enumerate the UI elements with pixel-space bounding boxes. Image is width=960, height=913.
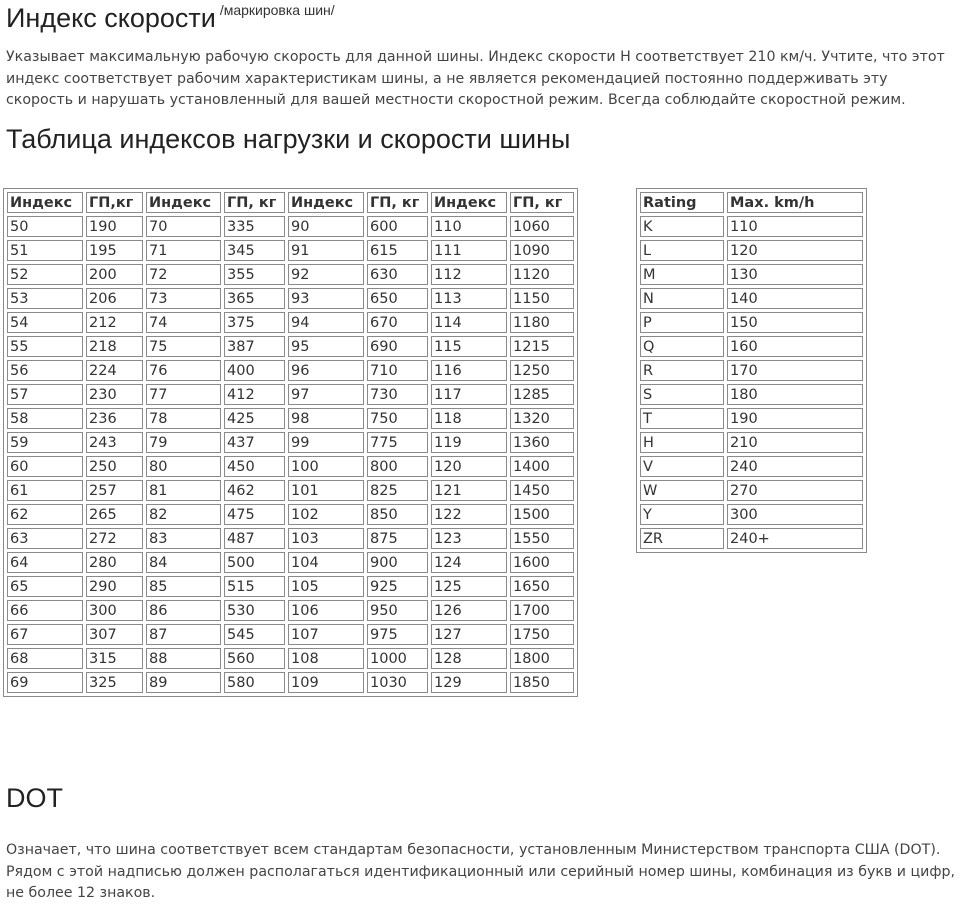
table-row bbox=[7, 504, 574, 525]
load-table-cell: 83 bbox=[146, 528, 221, 549]
load-table-cell: 120 bbox=[431, 456, 507, 477]
speed-table-cell: S bbox=[640, 384, 724, 405]
load-table-cell: 124 bbox=[431, 552, 507, 573]
load-table-cell: 212 bbox=[86, 312, 143, 333]
table-row bbox=[640, 456, 863, 477]
load-table-header-cell: Индекс bbox=[431, 192, 507, 213]
load-table-cell: 290 bbox=[86, 576, 143, 597]
load-table-cell: 55 bbox=[7, 336, 83, 357]
load-index-table bbox=[3, 188, 578, 697]
speed-table-cell: K bbox=[640, 216, 724, 237]
load-table-cell: 90 bbox=[288, 216, 364, 237]
load-table-cell: 387 bbox=[224, 336, 285, 357]
load-table-cell: 1150 bbox=[510, 288, 574, 309]
load-table-cell: 85 bbox=[146, 576, 221, 597]
load-table-header-cell: ГП,кг bbox=[86, 192, 143, 213]
load-table-cell: 1600 bbox=[510, 552, 574, 573]
speed-table-cell: W bbox=[640, 480, 724, 501]
table-row bbox=[640, 360, 863, 381]
load-table-cell: 224 bbox=[86, 360, 143, 381]
load-table-cell: 97 bbox=[288, 384, 364, 405]
load-table-cell: 230 bbox=[86, 384, 143, 405]
load-table-cell: 89 bbox=[146, 672, 221, 693]
table-row bbox=[640, 504, 863, 525]
load-table-cell: 335 bbox=[224, 216, 285, 237]
load-table-cell: 73 bbox=[146, 288, 221, 309]
load-table-cell: 104 bbox=[288, 552, 364, 573]
load-table-cell: 190 bbox=[86, 216, 143, 237]
load-table-cell: 107 bbox=[288, 624, 364, 645]
load-table-cell: 236 bbox=[86, 408, 143, 429]
load-table-cell: 250 bbox=[86, 456, 143, 477]
speed-table-cell: 120 bbox=[727, 240, 863, 261]
load-table-cell: 60 bbox=[7, 456, 83, 477]
load-table-cell: 127 bbox=[431, 624, 507, 645]
load-table-cell: 1400 bbox=[510, 456, 574, 477]
load-table-header-cell: Индекс bbox=[146, 192, 221, 213]
load-table-header-cell: ГП, кг bbox=[224, 192, 285, 213]
table-row bbox=[7, 240, 574, 261]
speed-table-cell: 270 bbox=[727, 480, 863, 501]
load-table-cell: 64 bbox=[7, 552, 83, 573]
load-table-cell: 77 bbox=[146, 384, 221, 405]
table-row bbox=[7, 312, 574, 333]
load-table-cell: 325 bbox=[86, 672, 143, 693]
load-table-cell: 129 bbox=[431, 672, 507, 693]
load-table-cell: 65 bbox=[7, 576, 83, 597]
load-table-cell: 475 bbox=[224, 504, 285, 525]
speed-table-cell: Y bbox=[640, 504, 724, 525]
load-table-cell: 1500 bbox=[510, 504, 574, 525]
table-row bbox=[7, 624, 574, 645]
load-table-cell: 71 bbox=[146, 240, 221, 261]
load-table-cell: 109 bbox=[288, 672, 364, 693]
load-table-cell: 86 bbox=[146, 600, 221, 621]
load-table-cell: 72 bbox=[146, 264, 221, 285]
speed-table-cell: H bbox=[640, 432, 724, 453]
dot-description: Означает, что шина соответствует всем стандартам безопасности, установленным Министерством транспорта США (DOT). Рядом с этой надписью должен располагаться идентификационный или серийный номер шины, комбинация из букв и цифр, не более 12 знаков. bbox=[6, 842, 956, 901]
load-table-cell: 99 bbox=[288, 432, 364, 453]
speed-index-description: Указывает максимальную рабочую скорость для данной шины. Индекс скорости H соответствует 210 км/ч. Учтите, что этот индекс соответствует рабочим характеристикам шины, а не является рекомендацией постоянно поддерживать эту скорость и нарушать установленный для вашей местности скоростной режим. Всегда соблюдайте скоростной режим. bbox=[6, 49, 945, 108]
load-table-cell: 950 bbox=[367, 600, 428, 621]
load-table-cell: 545 bbox=[224, 624, 285, 645]
table-row bbox=[640, 216, 863, 237]
load-table-cell: 112 bbox=[431, 264, 507, 285]
table-row bbox=[7, 264, 574, 285]
speed-rating-table bbox=[636, 188, 867, 553]
load-table-cell: 100 bbox=[288, 456, 364, 477]
load-table-cell: 580 bbox=[224, 672, 285, 693]
table-row bbox=[7, 432, 574, 453]
load-table-cell: 218 bbox=[86, 336, 143, 357]
load-table-cell: 53 bbox=[7, 288, 83, 309]
load-table-cell: 76 bbox=[146, 360, 221, 381]
load-table-cell: 96 bbox=[288, 360, 364, 381]
load-table-cell: 690 bbox=[367, 336, 428, 357]
speed-table-cell: P bbox=[640, 312, 724, 333]
load-table-cell: 1180 bbox=[510, 312, 574, 333]
load-table-cell: 63 bbox=[7, 528, 83, 549]
load-table-cell: 118 bbox=[431, 408, 507, 429]
load-table-cell: 560 bbox=[224, 648, 285, 669]
table-row bbox=[640, 264, 863, 285]
load-table-cell: 243 bbox=[86, 432, 143, 453]
load-table-cell: 54 bbox=[7, 312, 83, 333]
load-table-cell: 98 bbox=[288, 408, 364, 429]
speed-index-heading bbox=[6, 2, 335, 34]
load-table-cell: 450 bbox=[224, 456, 285, 477]
load-table-cell: 110 bbox=[431, 216, 507, 237]
load-table-cell: 487 bbox=[224, 528, 285, 549]
load-table-cell: 800 bbox=[367, 456, 428, 477]
speed-table-cell: ZR bbox=[640, 528, 724, 549]
load-table-cell: 125 bbox=[431, 576, 507, 597]
load-table-cell: 272 bbox=[86, 528, 143, 549]
load-table-header-cell: ГП, кг bbox=[510, 192, 574, 213]
load-table-cell: 975 bbox=[367, 624, 428, 645]
load-table-cell: 128 bbox=[431, 648, 507, 669]
table-row bbox=[640, 480, 863, 501]
load-table-cell: 775 bbox=[367, 432, 428, 453]
load-table-cell: 123 bbox=[431, 528, 507, 549]
load-table-header-cell: Индекс bbox=[7, 192, 83, 213]
load-table-cell: 1360 bbox=[510, 432, 574, 453]
load-table-cell: 68 bbox=[7, 648, 83, 669]
load-table-cell: 515 bbox=[224, 576, 285, 597]
load-table-cell: 67 bbox=[7, 624, 83, 645]
load-table-cell: 195 bbox=[86, 240, 143, 261]
load-table-cell: 750 bbox=[367, 408, 428, 429]
table-row bbox=[7, 456, 574, 477]
load-table-cell: 1250 bbox=[510, 360, 574, 381]
load-table-cell: 115 bbox=[431, 336, 507, 357]
speed-table-cell: N bbox=[640, 288, 724, 309]
table-row bbox=[640, 312, 863, 333]
load-table-cell: 51 bbox=[7, 240, 83, 261]
load-table-cell: 600 bbox=[367, 216, 428, 237]
load-table-cell: 615 bbox=[367, 240, 428, 261]
load-table-cell: 103 bbox=[288, 528, 364, 549]
speed-table-cell: V bbox=[640, 456, 724, 477]
load-table-cell: 300 bbox=[86, 600, 143, 621]
load-table-header-cell: Индекс bbox=[288, 192, 364, 213]
speed-table-cell: 240 bbox=[727, 456, 863, 477]
table-row bbox=[640, 432, 863, 453]
load-table-cell: 116 bbox=[431, 360, 507, 381]
load-table-cell: 108 bbox=[288, 648, 364, 669]
table-row bbox=[7, 672, 574, 693]
speed-table-header-row bbox=[640, 192, 863, 213]
load-table-cell: 105 bbox=[288, 576, 364, 597]
load-table-cell: 1550 bbox=[510, 528, 574, 549]
speed-table-cell: L bbox=[640, 240, 724, 261]
table-row bbox=[7, 576, 574, 597]
load-table-cell: 1285 bbox=[510, 384, 574, 405]
load-table-cell: 1090 bbox=[510, 240, 574, 261]
load-table-cell: 265 bbox=[86, 504, 143, 525]
speed-table-cell: T bbox=[640, 408, 724, 429]
load-table-cell: 345 bbox=[224, 240, 285, 261]
load-table-cell: 79 bbox=[146, 432, 221, 453]
dot-heading: DOT bbox=[6, 783, 63, 813]
load-table-cell: 425 bbox=[224, 408, 285, 429]
load-table-cell: 730 bbox=[367, 384, 428, 405]
load-table-cell: 106 bbox=[288, 600, 364, 621]
load-table-cell: 530 bbox=[224, 600, 285, 621]
table-row bbox=[640, 288, 863, 309]
speed-table-cell: 210 bbox=[727, 432, 863, 453]
load-table-cell: 1850 bbox=[510, 672, 574, 693]
load-table-cell: 412 bbox=[224, 384, 285, 405]
load-table-cell: 850 bbox=[367, 504, 428, 525]
load-table-cell: 91 bbox=[288, 240, 364, 261]
load-table-cell: 94 bbox=[288, 312, 364, 333]
load-table-cell: 62 bbox=[7, 504, 83, 525]
load-table-header-row bbox=[7, 192, 574, 213]
load-table-cell: 69 bbox=[7, 672, 83, 693]
load-table-cell: 307 bbox=[86, 624, 143, 645]
load-table-cell: 102 bbox=[288, 504, 364, 525]
index-table-heading: Таблица индексов нагрузки и скорости шины bbox=[6, 124, 571, 154]
load-table-cell: 56 bbox=[7, 360, 83, 381]
speed-table-header-cell: Max. km/h bbox=[727, 192, 863, 213]
table-row bbox=[7, 408, 574, 429]
load-table-cell: 825 bbox=[367, 480, 428, 501]
load-table-cell: 119 bbox=[431, 432, 507, 453]
load-table-cell: 280 bbox=[86, 552, 143, 573]
speed-table-cell: 130 bbox=[727, 264, 863, 285]
table-row bbox=[7, 384, 574, 405]
load-table-cell: 78 bbox=[146, 408, 221, 429]
load-table-cell: 1650 bbox=[510, 576, 574, 597]
load-table-cell: 66 bbox=[7, 600, 83, 621]
table-row bbox=[7, 600, 574, 621]
load-table-cell: 257 bbox=[86, 480, 143, 501]
load-table-cell: 121 bbox=[431, 480, 507, 501]
table-row bbox=[640, 408, 863, 429]
load-table-cell: 111 bbox=[431, 240, 507, 261]
load-table-cell: 81 bbox=[146, 480, 221, 501]
load-table-cell: 80 bbox=[146, 456, 221, 477]
load-table-cell: 1215 bbox=[510, 336, 574, 357]
load-table-cell: 87 bbox=[146, 624, 221, 645]
table-row bbox=[640, 384, 863, 405]
load-table-cell: 114 bbox=[431, 312, 507, 333]
table-row bbox=[640, 336, 863, 357]
load-table-cell: 1450 bbox=[510, 480, 574, 501]
load-table-cell: 355 bbox=[224, 264, 285, 285]
speed-table-header-cell: Rating bbox=[640, 192, 724, 213]
load-table-cell: 462 bbox=[224, 480, 285, 501]
load-table-cell: 206 bbox=[86, 288, 143, 309]
load-table-cell: 84 bbox=[146, 552, 221, 573]
load-table-cell: 50 bbox=[7, 216, 83, 237]
load-table-cell: 1320 bbox=[510, 408, 574, 429]
load-table-cell: 122 bbox=[431, 504, 507, 525]
load-table-cell: 82 bbox=[146, 504, 221, 525]
load-table-cell: 101 bbox=[288, 480, 364, 501]
load-table-cell: 117 bbox=[431, 384, 507, 405]
load-table-cell: 1750 bbox=[510, 624, 574, 645]
load-table-cell: 670 bbox=[367, 312, 428, 333]
load-table-cell: 630 bbox=[367, 264, 428, 285]
load-table-cell: 710 bbox=[367, 360, 428, 381]
speed-table-cell: 300 bbox=[727, 504, 863, 525]
table-row bbox=[7, 288, 574, 309]
load-table-cell: 400 bbox=[224, 360, 285, 381]
load-table-cell: 70 bbox=[146, 216, 221, 237]
load-table-cell: 61 bbox=[7, 480, 83, 501]
load-table-cell: 1800 bbox=[510, 648, 574, 669]
load-table-cell: 92 bbox=[288, 264, 364, 285]
speed-table-cell: 150 bbox=[727, 312, 863, 333]
load-table-cell: 365 bbox=[224, 288, 285, 309]
load-table-cell: 1120 bbox=[510, 264, 574, 285]
speed-table-cell: R bbox=[640, 360, 724, 381]
load-table-cell: 1700 bbox=[510, 600, 574, 621]
load-table-cell: 315 bbox=[86, 648, 143, 669]
load-table-cell: 900 bbox=[367, 552, 428, 573]
table-row bbox=[7, 648, 574, 669]
load-table-cell: 1000 bbox=[367, 648, 428, 669]
speed-table-cell: 160 bbox=[727, 336, 863, 357]
table-row bbox=[7, 552, 574, 573]
load-table-cell: 1030 bbox=[367, 672, 428, 693]
speed-table-cell: 110 bbox=[727, 216, 863, 237]
load-table-cell: 59 bbox=[7, 432, 83, 453]
load-table-cell: 126 bbox=[431, 600, 507, 621]
speed-index-title: Индекс скорости bbox=[6, 3, 216, 33]
load-table-cell: 113 bbox=[431, 288, 507, 309]
load-table-cell: 650 bbox=[367, 288, 428, 309]
table-row bbox=[7, 216, 574, 237]
load-table-cell: 75 bbox=[146, 336, 221, 357]
load-table-cell: 875 bbox=[367, 528, 428, 549]
load-table-cell: 58 bbox=[7, 408, 83, 429]
speed-table-cell: 190 bbox=[727, 408, 863, 429]
load-table-cell: 74 bbox=[146, 312, 221, 333]
speed-table-cell: 240+ bbox=[727, 528, 863, 549]
load-table-header-cell: ГП, кг bbox=[367, 192, 428, 213]
table-row bbox=[640, 240, 863, 261]
table-row bbox=[7, 480, 574, 501]
table-row bbox=[7, 360, 574, 381]
speed-table-cell: 180 bbox=[727, 384, 863, 405]
load-table-cell: 437 bbox=[224, 432, 285, 453]
load-table-cell: 93 bbox=[288, 288, 364, 309]
speed-table-cell: Q bbox=[640, 336, 724, 357]
table-row bbox=[7, 528, 574, 549]
speed-table-cell: 140 bbox=[727, 288, 863, 309]
load-table-cell: 500 bbox=[224, 552, 285, 573]
load-table-cell: 375 bbox=[224, 312, 285, 333]
speed-index-subtitle: /маркировка шин/ bbox=[219, 2, 335, 18]
table-row bbox=[7, 336, 574, 357]
load-table-cell: 52 bbox=[7, 264, 83, 285]
load-table-cell: 95 bbox=[288, 336, 364, 357]
load-table-cell: 57 bbox=[7, 384, 83, 405]
load-table-cell: 200 bbox=[86, 264, 143, 285]
load-table-cell: 1060 bbox=[510, 216, 574, 237]
load-table-cell: 88 bbox=[146, 648, 221, 669]
table-row bbox=[640, 528, 863, 549]
speed-table-cell: M bbox=[640, 264, 724, 285]
speed-table-cell: 170 bbox=[727, 360, 863, 381]
load-table-cell: 925 bbox=[367, 576, 428, 597]
